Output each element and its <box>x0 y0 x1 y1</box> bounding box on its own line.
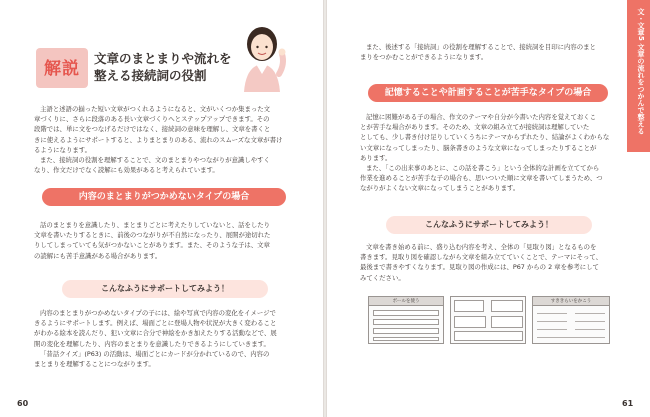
worksheet-line <box>537 329 567 330</box>
page-number-left: 60 <box>17 399 29 408</box>
text-line: い文章になってしまったり、脳条書きのような文章になってしまったりすることが <box>360 143 597 152</box>
worksheet-box <box>454 300 484 312</box>
text-line: 話のまとまりを意識したり、まとまりごとに考えたりしていないと、話をしたり <box>40 221 271 229</box>
worksheet-thumbnail-3 <box>532 296 610 344</box>
worksheet-box <box>491 300 523 312</box>
text-line: の読解にも苦手意識がある場合があります。 <box>34 251 162 260</box>
worksheet-line <box>537 313 567 314</box>
text-line: 「昔話クイズ」(P63) の活動は、場面ごとにカードが分かれているので、内容の <box>40 349 270 358</box>
section-heading-content-type: 内容のまとまりがつかめないタイプの場合 <box>42 188 286 206</box>
text-line: 文章を書き始める前に、盛り込む内容を考え、全体の「見取り図」となるものを <box>366 243 597 251</box>
worksheet-line <box>537 321 567 322</box>
support-paragraph-left <box>34 308 296 369</box>
text-line: 章づくりに、さらに段落のある長い文章づくりへとステップアップできます。その <box>34 115 270 124</box>
text-line: 主語と述語の揃った短い文章がつくれるようになると、文がいくつか集まった文 <box>40 105 271 113</box>
text-line: がわかる絵本を読んだり、犯い文章に合分で神絵をかき加えたりする活動などで、展 <box>34 329 277 338</box>
worksheet-line <box>575 313 605 314</box>
text-line: 文章を書いたりするときに、前後のつながりが不自然になったり、展開が途切れた <box>34 231 271 240</box>
text-line: まりをつかむことができるようになります。 <box>360 53 488 62</box>
section-heading-memory-type: 記憶することや計画することが苦手なタイプの場合 <box>368 84 608 102</box>
right-intro-paragraph <box>360 42 610 62</box>
text-line: 記憶に困難がある子の場合、作文のテーマや自分が今書いた内容を覚えておくこ <box>366 113 597 121</box>
worksheet-box <box>454 331 523 341</box>
text-line: ながりがよくない文章になってしまうことがあります。 <box>360 184 520 193</box>
worksheet-box <box>491 316 523 328</box>
worksheet-box <box>454 316 486 328</box>
text-line: また、「この出来事のあとに、この話を書こう」という全体的な計画を立ててから <box>366 164 600 173</box>
worksheet-box <box>373 337 439 341</box>
text-line: きに使えるようにサポートすると、よりまとまりのある、流れのスムーズな文章が書け <box>34 135 283 144</box>
page-title-line-1: 文章のまとまりや流れを <box>94 51 232 66</box>
section-memory-type-paragraph <box>360 112 618 194</box>
text-line: 作業を進めることが苦手な子の場合も、思いついた順に文章を書いてしまうため、つ <box>360 174 603 183</box>
text-line: 内容のまとまりがつかめないタイプの子には、絵や写真で内容の変化をイメージで <box>40 309 276 317</box>
text-line: また、後述する「接続詞」の役割を理解することで、接続詞を目印に内容のまと <box>366 43 596 51</box>
worksheet-line <box>575 329 605 330</box>
worksheet-thumbnail-1 <box>368 296 444 344</box>
text-line: なり、作文だけでなく読解にも効果があると考えられています。 <box>34 166 219 175</box>
section-content-type-paragraph <box>34 220 296 261</box>
worksheet-box <box>373 310 439 316</box>
worksheet-line <box>537 337 605 338</box>
support-heading-left: こんなふうにサポートしてみよう！ <box>62 280 268 298</box>
text-line: あります。 <box>360 153 392 162</box>
worksheet-box <box>373 319 439 325</box>
text-line: まとまりを理解することにつながります。 <box>34 360 155 369</box>
page-title-line-2: 整える接続詞の役割 <box>94 68 207 83</box>
worksheet-title-1: ボールを使う <box>369 297 443 306</box>
support-heading-right: こんなふうにサポートしてみよう！ <box>386 216 592 234</box>
worksheet-thumbnail-2 <box>450 296 526 344</box>
text-line: 開の変化を理解したり、内容のまとまりを意識したりできるようにしていきます。 <box>34 339 270 348</box>
text-line: るようになります。 <box>34 145 92 154</box>
worksheet-title-3: すききらいをかこう <box>533 297 609 306</box>
intro-paragraph <box>34 104 296 175</box>
page-number-right: 61 <box>622 399 634 408</box>
worksheet-line <box>575 321 605 322</box>
teacher-illustration <box>232 18 292 92</box>
text-line: とが苦手な場合があります。そのため、文章の組み立てが接続詞は理解していた <box>360 123 590 132</box>
page-title <box>94 50 232 84</box>
text-line: また、接続詞の役割を理解することで、文のまとまりやつながりが意識しやすく <box>40 156 270 165</box>
text-line: みてください。 <box>360 273 405 282</box>
text-line: 段階では、単に文をつなげるだけではなく、接続詞の意味を理解し、文章を書くと <box>34 125 271 134</box>
right-page <box>327 0 650 417</box>
worksheet-box <box>373 328 439 334</box>
text-line: 書きます。見取り図を確認しながら文章を組み立てていくことで、テーマにそって、 <box>360 253 603 262</box>
support-paragraph-right <box>360 242 618 283</box>
chapter-side-tab-label: 文・文章5 文章の流れをつかんで整える <box>637 8 645 135</box>
text-line: 最後まで書きやすくなります。見取り図の作成には、P67 からの 2 章を参考にして <box>360 263 599 272</box>
text-line: きるようにサポートします。例えば、場面ごとに登場人物や状況が大きく変わること <box>34 319 277 328</box>
text-line: りしてしまっていても気がつかないことがあります。また、そのような子は、文章 <box>34 241 270 250</box>
explanation-badge-label: 解説 <box>44 59 80 79</box>
text-line: としても、少し書き付け足りしていくうちにテーマからずれたり、結論がよくわからな <box>360 133 610 142</box>
